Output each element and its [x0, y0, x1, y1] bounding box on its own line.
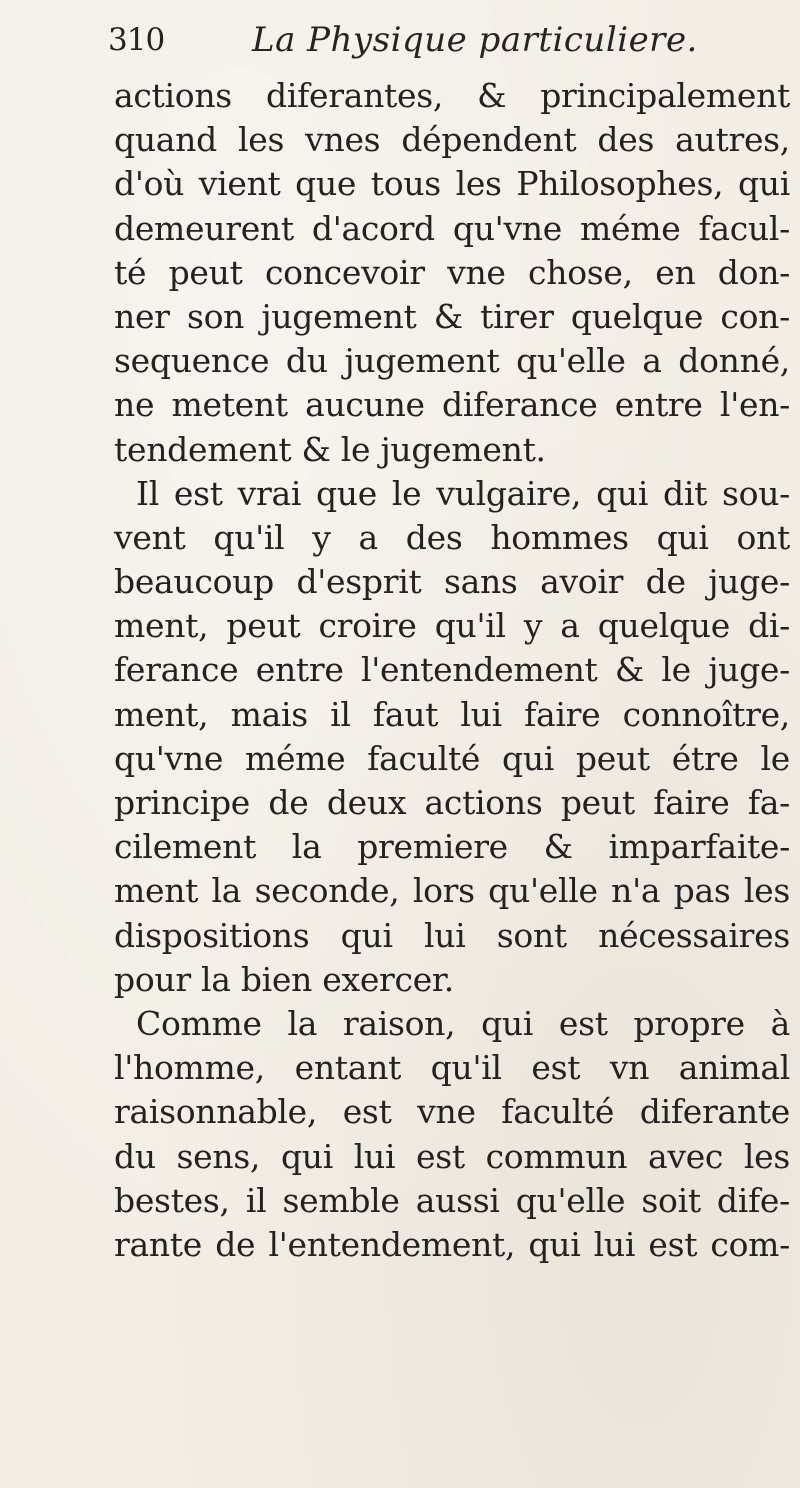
- text-line: ment, mais il faut lui faire connoître,: [114, 694, 790, 734]
- text-line: ment, peut croire qu'il y a quelque di-: [114, 606, 790, 646]
- text-line: qu'vne méme faculté qui peut étre le: [114, 738, 790, 778]
- running-title: La Physique particuliere.: [252, 20, 698, 60]
- text-line: rante de l'entendement, qui lui est com-: [114, 1224, 790, 1264]
- text-line: Il est vrai que le vulgaire, qui dit sou-: [136, 473, 790, 513]
- text-line: quand les vnes dépendent des autres,: [114, 120, 790, 160]
- text-line: vent qu'il y a des hommes qui ont: [114, 517, 790, 557]
- text-line: principe de deux actions peut faire fa-: [114, 783, 790, 822]
- text-line: l'homme, entant qu'il est vn animal: [114, 1048, 790, 1088]
- text-line: ment la seconde, lors qu'elle n'a pas les: [114, 871, 790, 911]
- text-line: té peut concevoir vne chose, en don-: [114, 252, 790, 292]
- text-line: ner son jugement & tirer quelque con-: [114, 296, 790, 336]
- text-line: Comme la raison, qui est propre à: [136, 1003, 790, 1043]
- text-line: ne metent aucune diferance entre l'en-: [114, 385, 790, 425]
- body-text: [114, 74, 790, 1267]
- page-number: 310: [108, 22, 165, 58]
- running-head: [108, 16, 748, 66]
- text-line: sequence du jugement qu'elle a donné,: [114, 341, 790, 381]
- text-line: pour la bien exercer.: [114, 959, 454, 999]
- text-line: raisonnable, est vne faculté diferante: [114, 1092, 790, 1132]
- text-line: beaucoup d'esprit sans avoir de juge-: [114, 562, 790, 602]
- text-line: actions diferantes, & principalement: [114, 76, 790, 115]
- text-line: ferance entre l'entendement & le juge-: [114, 650, 790, 690]
- text-line: tendement & le jugement.: [114, 429, 546, 469]
- text-line: cilement la premiere & imparfaite-: [114, 827, 790, 867]
- text-line: dispositions qui lui sont nécessaires: [114, 915, 790, 955]
- text-line: d'où vient que tous les Philosophes, qui: [114, 164, 790, 204]
- text-line: bestes, il semble aussi qu'elle soit dife-: [114, 1180, 790, 1220]
- text-line: du sens, qui lui est commun avec les: [114, 1136, 790, 1176]
- text-line: demeurent d'acord qu'vne méme facul-: [114, 208, 790, 248]
